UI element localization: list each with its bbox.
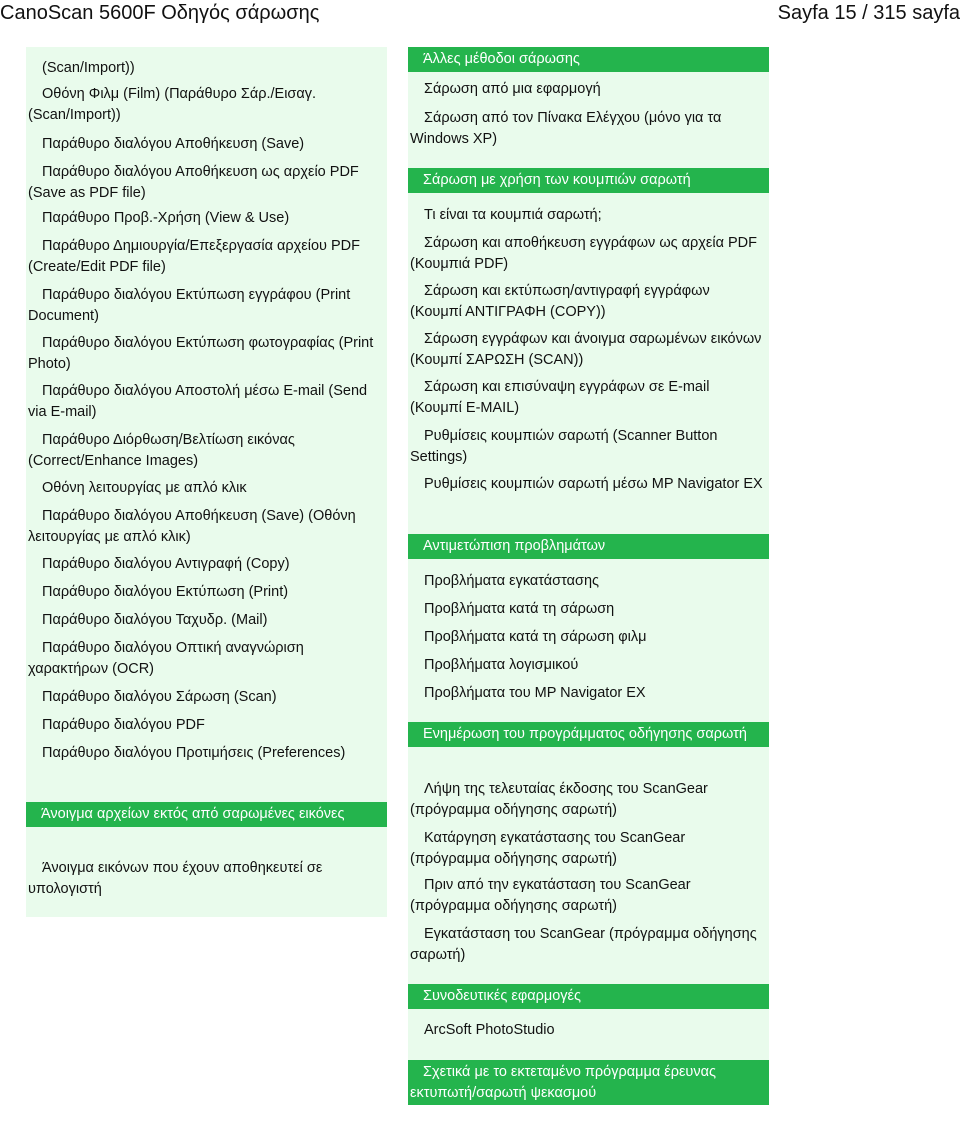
left-nav-column xyxy=(26,47,387,917)
nav-link[interactable]: Παράθυρο διαλόγου Εκτύπωση (Print) xyxy=(42,584,289,600)
nav-link[interactable]: Άνοιγμα εικόνων που έχουν αποθηκευτεί σε υπολογιστή xyxy=(28,860,323,897)
nav-link[interactable]: Προβλήματα κατά τη σάρωση φιλμ xyxy=(424,629,647,645)
nav-link[interactable]: Τι είναι τα κουμπιά σαρωτή; xyxy=(424,207,602,223)
nav-link[interactable]: Σάρωση από τον Πίνακα Ελέγχου (μόνο για τα Windows XP) xyxy=(410,110,722,147)
nav-link[interactable]: ArcSoft PhotoStudio xyxy=(424,1022,555,1038)
nav-link[interactable]: Κατάργηση εγκατάστασης του ScanGear (πρόγραμμα οδήγησης σαρωτή) xyxy=(410,830,686,867)
section-header-driver-update[interactable]: Ενημέρωση του προγράμματος οδήγησης σαρωτή xyxy=(408,722,769,747)
nav-link[interactable]: Παράθυρο Δημιουργία/Επεξεργασία αρχείου PDF (Create/Edit PDF file) xyxy=(28,238,360,275)
nav-link[interactable]: Λήψη της τελευταίας έκδοσης του ScanGear (πρόγραμμα οδήγησης σαρωτή) xyxy=(410,781,708,818)
nav-link[interactable]: Σάρωση και αποθήκευση εγγράφων ως αρχεία PDF (Κουμπιά PDF) xyxy=(410,235,757,272)
nav-link[interactable]: Σάρωση και επισύναψη εγγράφων σε E-mail (Κουμπί E-MAIL) xyxy=(410,379,710,416)
nav-link[interactable]: Παράθυρο διαλόγου Αποθήκευση (Save) (Οθόνη λειτουργίας με απλό κλικ) xyxy=(28,508,356,545)
nav-link[interactable]: Οθόνη λειτουργίας με απλό κλικ xyxy=(42,480,247,496)
nav-link[interactable]: Σάρωση εγγράφων και άνοιγμα σαρωμένων εικόνων (Κουμπί ΣΑΡΩΣΗ (SCAN)) xyxy=(410,331,762,368)
nav-link[interactable]: Παράθυρο διαλόγου Αποστολή μέσω E-mail (Send via E-mail) xyxy=(28,383,368,420)
nav-link[interactable]: Προβλήματα του MP Navigator EX xyxy=(424,685,646,701)
nav-link[interactable]: (Scan/Import)) xyxy=(42,60,135,76)
nav-link[interactable]: Πριν από την εγκατάσταση του ScanGear (πρόγραμμα οδήγησης σαρωτή) xyxy=(410,877,691,914)
section-header-scanner-buttons[interactable]: Σάρωση με χρήση των κουμπιών σαρωτή xyxy=(408,168,769,193)
nav-link[interactable]: Παράθυρο διαλόγου Αντιγραφή (Copy) xyxy=(42,556,290,572)
nav-link[interactable]: Εγκατάσταση του ScanGear (πρόγραμμα οδήγησης σαρωτή) xyxy=(410,926,757,963)
nav-link[interactable]: Παράθυρο διαλόγου Αποθήκευση ως αρχείο PDF (Save as PDF file) xyxy=(28,164,359,201)
nav-link[interactable]: Σάρωση από μια εφαρμογή xyxy=(424,81,601,97)
nav-link[interactable]: Παράθυρο διαλόγου PDF xyxy=(42,717,205,733)
right-nav-column xyxy=(408,47,769,1105)
section-header-troubleshooting[interactable]: Αντιμετώπιση προβλημάτων xyxy=(408,534,769,559)
nav-link[interactable]: Σάρωση και εκτύπωση/αντιγραφή εγγράφων (Κουμπί ΑΝΤΙΓΡΑΦΗ (COPY)) xyxy=(410,283,710,320)
nav-link[interactable]: Οθόνη Φιλμ (Film) (Παράθυρο Σάρ./Εισαγ. (Scan/Import)) xyxy=(28,86,317,123)
nav-link[interactable]: Παράθυρο Προβ.-Χρήση (View & Use) xyxy=(42,210,290,226)
page-indicator: Sayfa 15 / 315 sayfa xyxy=(777,2,960,24)
nav-link[interactable]: Παράθυρο διαλόγου Εκτύπωση φωτογραφίας (Print Photo) xyxy=(28,335,374,372)
nav-link[interactable]: Παράθυρο διαλόγου Σάρωση (Scan) xyxy=(42,689,277,705)
nav-link[interactable]: Ρυθμίσεις κουμπιών σαρωτή (Scanner Button Settings) xyxy=(410,428,718,465)
document-title: CanoScan 5600F Οδηγός σάρωσης xyxy=(0,2,320,24)
nav-link[interactable]: Παράθυρο διαλόγου Ταχυδρ. (Mail) xyxy=(42,612,268,628)
nav-link[interactable]: Παράθυρο διαλόγου Αποθήκευση (Save) xyxy=(42,136,305,152)
section-header-bundled-apps[interactable]: Συνοδευτικές εφαρμογές xyxy=(408,984,769,1009)
nav-link[interactable]: Προβλήματα λογισμικού xyxy=(424,657,579,673)
nav-link[interactable]: Παράθυρο διαλόγου Προτιμήσεις (Preferences) xyxy=(42,745,346,761)
nav-link[interactable]: Προβλήματα εγκατάστασης xyxy=(424,573,600,589)
nav-link[interactable]: Παράθυρο διαλόγου Οπτική αναγνώριση χαρακτήρων (OCR) xyxy=(28,640,304,677)
section-header-about-printer[interactable]: Σχετικά με το εκτεταμένο πρόγραμμα έρευνας εκτυπωτή/σαρωτή ψεκασμού xyxy=(408,1060,769,1105)
nav-link[interactable]: Παράθυρο διαλόγου Εκτύπωση εγγράφου (Print Document) xyxy=(28,287,351,324)
nav-link[interactable]: Ρυθμίσεις κουμπιών σαρωτή μέσω MP Navigator EX xyxy=(424,476,763,492)
section-header-other-methods[interactable]: Άλλες μέθοδοι σάρωσης xyxy=(408,47,769,72)
nav-link[interactable]: Προβλήματα κατά τη σάρωση xyxy=(424,601,615,617)
nav-link[interactable]: Παράθυρο Διόρθωση/Βελτίωση εικόνας (Correct/Enhance Images) xyxy=(28,432,295,469)
section-header-open-files[interactable]: Άνοιγμα αρχείων εκτός από σαρωμένες εικόνες xyxy=(26,802,387,827)
